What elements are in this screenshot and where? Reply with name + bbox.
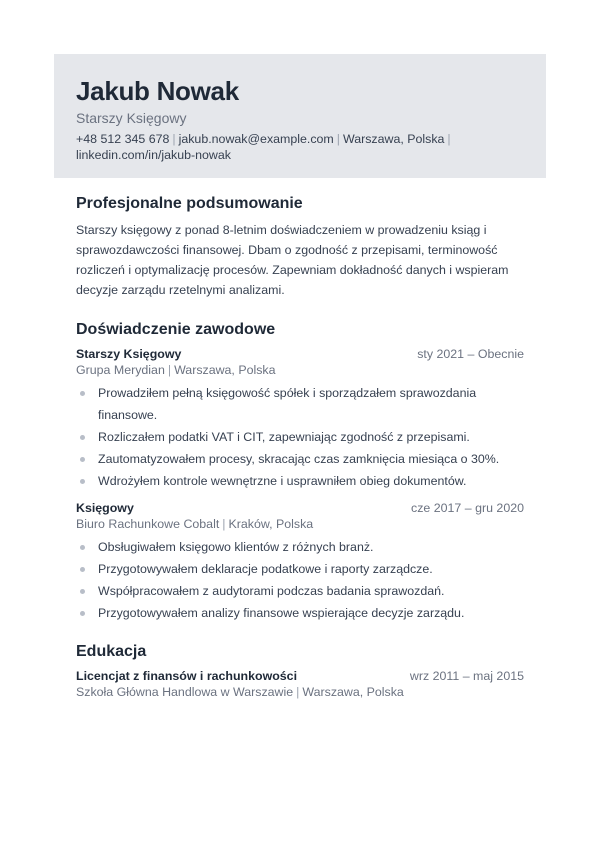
job-company: Biuro Rachunkowe Cobalt: [76, 517, 220, 531]
education-degree: Licencjat z finansów i rachunkowości: [76, 669, 298, 683]
bullet-dot-icon: [80, 457, 85, 462]
bullet-item: [76, 602, 524, 624]
job-header: [76, 500, 524, 516]
bullet-text: Wdrożyłem kontrole wewnętrzne i usprawniłem obieg dokumentów.: [98, 474, 467, 488]
section-title-education: Edukacja: [76, 643, 147, 660]
experience-section: [76, 320, 524, 624]
bullet-text: Przygotowywałem deklaracje podatkowe i raporty zarządcze.: [98, 562, 433, 576]
location: Warszawa, Polska: [342, 132, 445, 146]
candidate-role: Starszy Księgowy: [76, 110, 187, 126]
bullet-dot-icon: [80, 479, 85, 484]
bullet-item: [76, 448, 524, 470]
bullet-text: Zautomatyzowałem procesy, skracając czas zamknięcia miesiąca o 30%.: [98, 452, 500, 466]
section-title-summary: Profesjonalne podsumowanie: [76, 195, 303, 212]
resume-header: [54, 54, 546, 178]
bullet-item: [76, 382, 524, 426]
job-location: Warszawa, Polska: [174, 363, 276, 377]
separator: |: [172, 132, 176, 146]
bullet-text: Prowadziłem pełną księgowość spółek i sporządzałem sprawozdania finansowe.: [98, 386, 477, 422]
job-entry: [76, 500, 524, 624]
contact-info: [76, 131, 524, 163]
bullet-dot-icon: [80, 611, 85, 616]
job-company: Grupa Merydian: [76, 363, 165, 377]
resume-content: [76, 194, 524, 700]
job-header: [76, 346, 524, 362]
job-entry: [76, 346, 524, 492]
job-location: Kraków, Polska: [228, 517, 314, 531]
education-location: Warszawa, Polska: [302, 685, 404, 699]
job-dates: sty 2021 – Obecnie: [417, 347, 524, 361]
bullet-item: [76, 536, 524, 558]
section-title-experience: Doświadczenie zawodowe: [76, 321, 276, 338]
job-bullets: [76, 382, 524, 492]
job-title: Księgowy: [76, 501, 134, 515]
bullet-dot-icon: [80, 545, 85, 550]
education-school-line: [76, 684, 524, 700]
summary-text: Starszy księgowy z ponad 8-letnim doświadczeniem w prowadzeniu ksiąg i sprawozdawczości finansowej. Dbam o zgodność z przepisami, terminowość rozliczeń i optymalizację procesów. Zapewniam dokładność danych i wspieram decyzje zarządu rzetelnymi analizami.: [76, 223, 509, 297]
education-section: [76, 642, 524, 700]
education-header: [76, 668, 524, 684]
bullet-dot-icon: [80, 435, 85, 440]
separator: |: [296, 685, 300, 699]
linkedin-link[interactable]: linkedin.com/in/jakub-nowak: [76, 148, 231, 162]
job-bullets: [76, 536, 524, 624]
job-title: Starszy Księgowy: [76, 347, 182, 361]
candidate-name: Jakub Nowak: [76, 76, 239, 106]
job-company-line: [76, 516, 524, 532]
bullet-text: Przygotowywałem analizy finansowe wspierające decyzje zarządu.: [98, 606, 465, 620]
job-dates: cze 2017 – gru 2020: [411, 501, 524, 515]
summary-section: [76, 194, 524, 300]
bullet-item: [76, 558, 524, 580]
separator: |: [336, 132, 340, 146]
phone-number: +48 512 345 678: [76, 132, 170, 146]
bullet-dot-icon: [80, 589, 85, 594]
bullet-text: Rozliczałem podatki VAT i CIT, zapewniając zgodność z przepisami.: [98, 430, 470, 444]
bullet-item: [76, 426, 524, 448]
separator: |: [447, 132, 451, 146]
bullet-text: Obsługiwałem księgowo klientów z różnych branż.: [98, 540, 374, 554]
job-company-line: [76, 362, 524, 378]
email-link[interactable]: jakub.nowak@example.com: [178, 132, 334, 146]
bullet-dot-icon: [80, 391, 85, 396]
education-dates: wrz 2011 – maj 2015: [409, 669, 524, 683]
separator: |: [222, 517, 226, 531]
bullet-item: [76, 470, 524, 492]
bullet-text: Współpracowałem z audytorami podczas badania sprawozdań.: [98, 584, 445, 598]
bullet-dot-icon: [80, 567, 85, 572]
separator: |: [167, 363, 172, 377]
bullet-item: [76, 580, 524, 602]
education-entry: [76, 668, 524, 700]
education-school: Szkoła Główna Handlowa w Warszawie: [76, 685, 294, 699]
